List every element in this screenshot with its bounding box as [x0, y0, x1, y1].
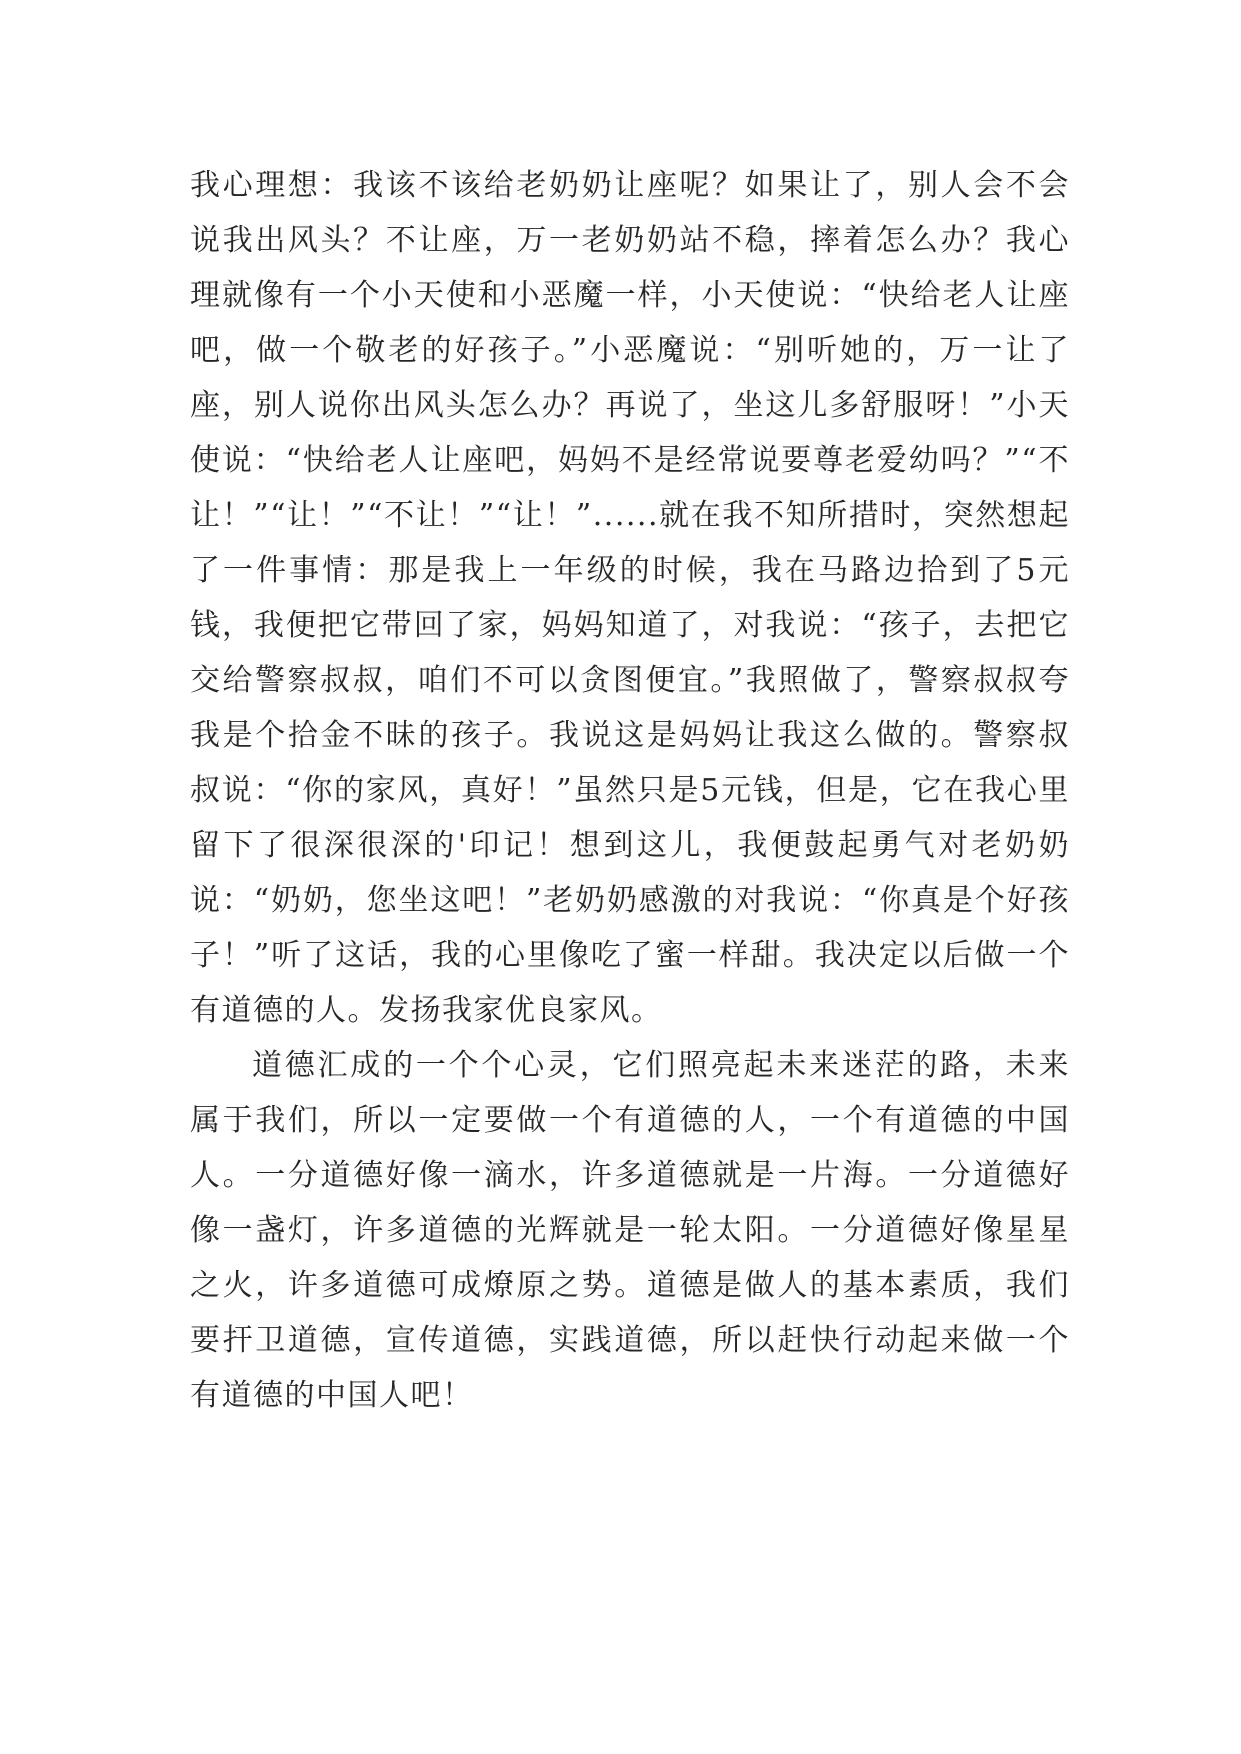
body-text: [190, 158, 1070, 1423]
paragraph-2: 道德汇成的一个个心灵，它们照亮起未来迷茫的路，未来属于我们，所以一定要做一个有道德的人，一个有道德的中国人。一分道德好像一滴水，许多道德就是一片海。一分道德好像一盏灯，许多道德的光辉就是一轮太阳。一分道德好像星星之火，许多道德可成燎原之势。道德是做人的基本素质，我们要扞卫道德，宣传道德，实践道德，所以赶快行动起来做一个有道德的中国人吧！: [190, 1048, 1070, 1413]
paragraph-1: 我心理想：我该不该给老奶奶让座呢？如果让了，别人会不会说我出风头？不让座，万一老奶奶站不稳，摔着怎么办？我心理就像有一个小天使和小恶魔一样，小天使说：“快给老人让座吧，做一个敬老的好孩子。”小恶魔说：“别听她的，万一让了座，别人说你出风头怎么办？再说了，坐这儿多舒服呀！”小天使说：“快给老人让座吧，妈妈不是经常说要尊老爱幼吗？”“不让！”“让！”“不让！”“让！”......就在我不知所措时，突然想起了一件事情：那是我上一年级的时候，我在马路边拾到了5元钱，我便把它带回了家，妈妈知道了，对我说：“孩子，去把它交给警察叔叔，咱们不可以贪图便宜。”我照做了，警察叔叔夸我是个拾金不昧的孩子。我说这是妈妈让我这么做的。警察叔叔说：“你的家风，真好！”虽然只是5元钱，但是，它在我心里留下了很深很深的'印记！想到这儿，我便鼓起勇气对老奶奶说：“奶奶，您坐这吧！”老奶奶感激的对我说：“你真是个好孩子！”听了这话，我的心里像吃了蜜一样甜。我决定以后做一个有道德的人。发扬我家优良家风。: [190, 168, 1070, 1028]
